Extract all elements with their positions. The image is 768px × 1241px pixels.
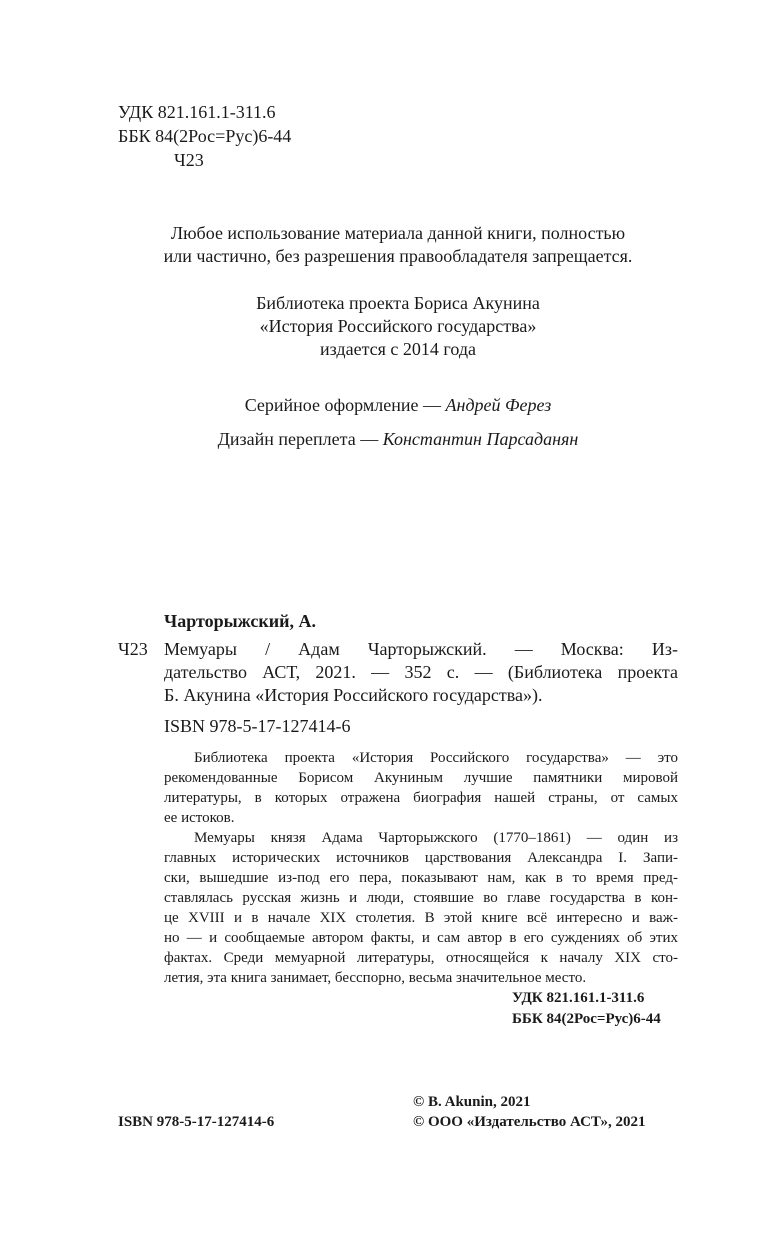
catalog-mark: Ч23 [118,639,148,659]
series-info [118,292,678,361]
footer-copyright-author: © B. Akunin, 2021 [413,1094,531,1110]
catalog-description-line: дательство АСТ, 2021. — 352 с. — (Библиотека проекта [164,662,678,682]
series-design-label: Серийное оформление — [244,395,446,415]
top-udk: УДК 821.161.1-311.6 [118,102,276,122]
catalog-description-line: Б. Акунина «История Российского государства»). [164,685,543,705]
cover-design-name: Константин Парсаданян [382,429,579,449]
copyright-notice [118,222,678,268]
catalog-description-line: Мемуары / Адам Чарторыжский. — Москва: Из- [164,639,678,659]
footer-isbn: ISBN 978-5-17-127414-6 [118,1114,275,1130]
annotation-line: литературы, в которых отражена биография нашей страны, от самых [164,790,678,806]
cover-design-credit [118,428,678,451]
annotation-paragraph-2 [164,828,678,988]
series-info-line: издается с 2014 года [320,339,476,359]
copyright-notice-line: Любое использование материала данной книги, полностью [170,223,626,243]
annotation-line: Библиотека проекта «История Российского государства» — это [194,750,678,766]
annotation-bbk: ББК 84(2Рос=Рус)6-44 [512,1011,661,1027]
cover-design-label: Дизайн переплета — [217,429,383,449]
annotation-line: главных исторических источников царствования Александра I. Запи- [164,850,678,866]
annotation-line: ее истоков. [164,810,235,826]
series-info-line: «История Российского государства» [259,316,537,336]
series-design-credit [118,394,678,417]
annotation-line: ставлялась русская жизнь и люди, стоявшие во главе государства в кон- [164,890,678,906]
annotation-line: Мемуары князя Адама Чарторыжского (1770–1861) — один из [194,830,678,846]
annotation-line: летия, эта книга занимает, бесспорно, весьма значительное место. [164,970,587,986]
top-bbk: ББК 84(2Рос=Рус)6-44 [118,126,292,146]
annotation-udk: УДК 821.161.1-311.6 [512,990,645,1006]
series-info-line: Библиотека проекта Бориса Акунина [256,293,540,313]
catalog-author: Чарторыжский, А. [164,611,316,631]
annotation-line: фактах. Среди мемуарной литературы, относящейся к началу XIX сто- [164,950,678,966]
annotation-line: рекомендованные Борисом Акуниным лучшие памятники мировой [164,770,678,786]
annotation-line: но — и сообщаемые автором факты, и сам автор в его суждениях об этих [164,930,678,946]
top-author-mark: Ч23 [174,150,204,170]
annotation-line: ски, вышедшие из-под его пера, показывают нам, как в то время пред- [164,870,678,886]
catalog-description [164,638,678,707]
series-design-name: Андрей Ферез [445,395,552,415]
annotation-paragraph-1 [164,748,678,828]
copyright-notice-line: или частично, без разрешения правообладателя запрещается. [163,246,633,266]
annotation [164,748,678,988]
catalog-isbn: ISBN 978-5-17-127414-6 [164,716,351,736]
annotation-line: це XVIII и в начале XIX столетия. В этой книге всё интересно и важ- [164,910,678,926]
footer-copyright-publisher: © ООО «Издательство АСТ», 2021 [413,1114,646,1130]
